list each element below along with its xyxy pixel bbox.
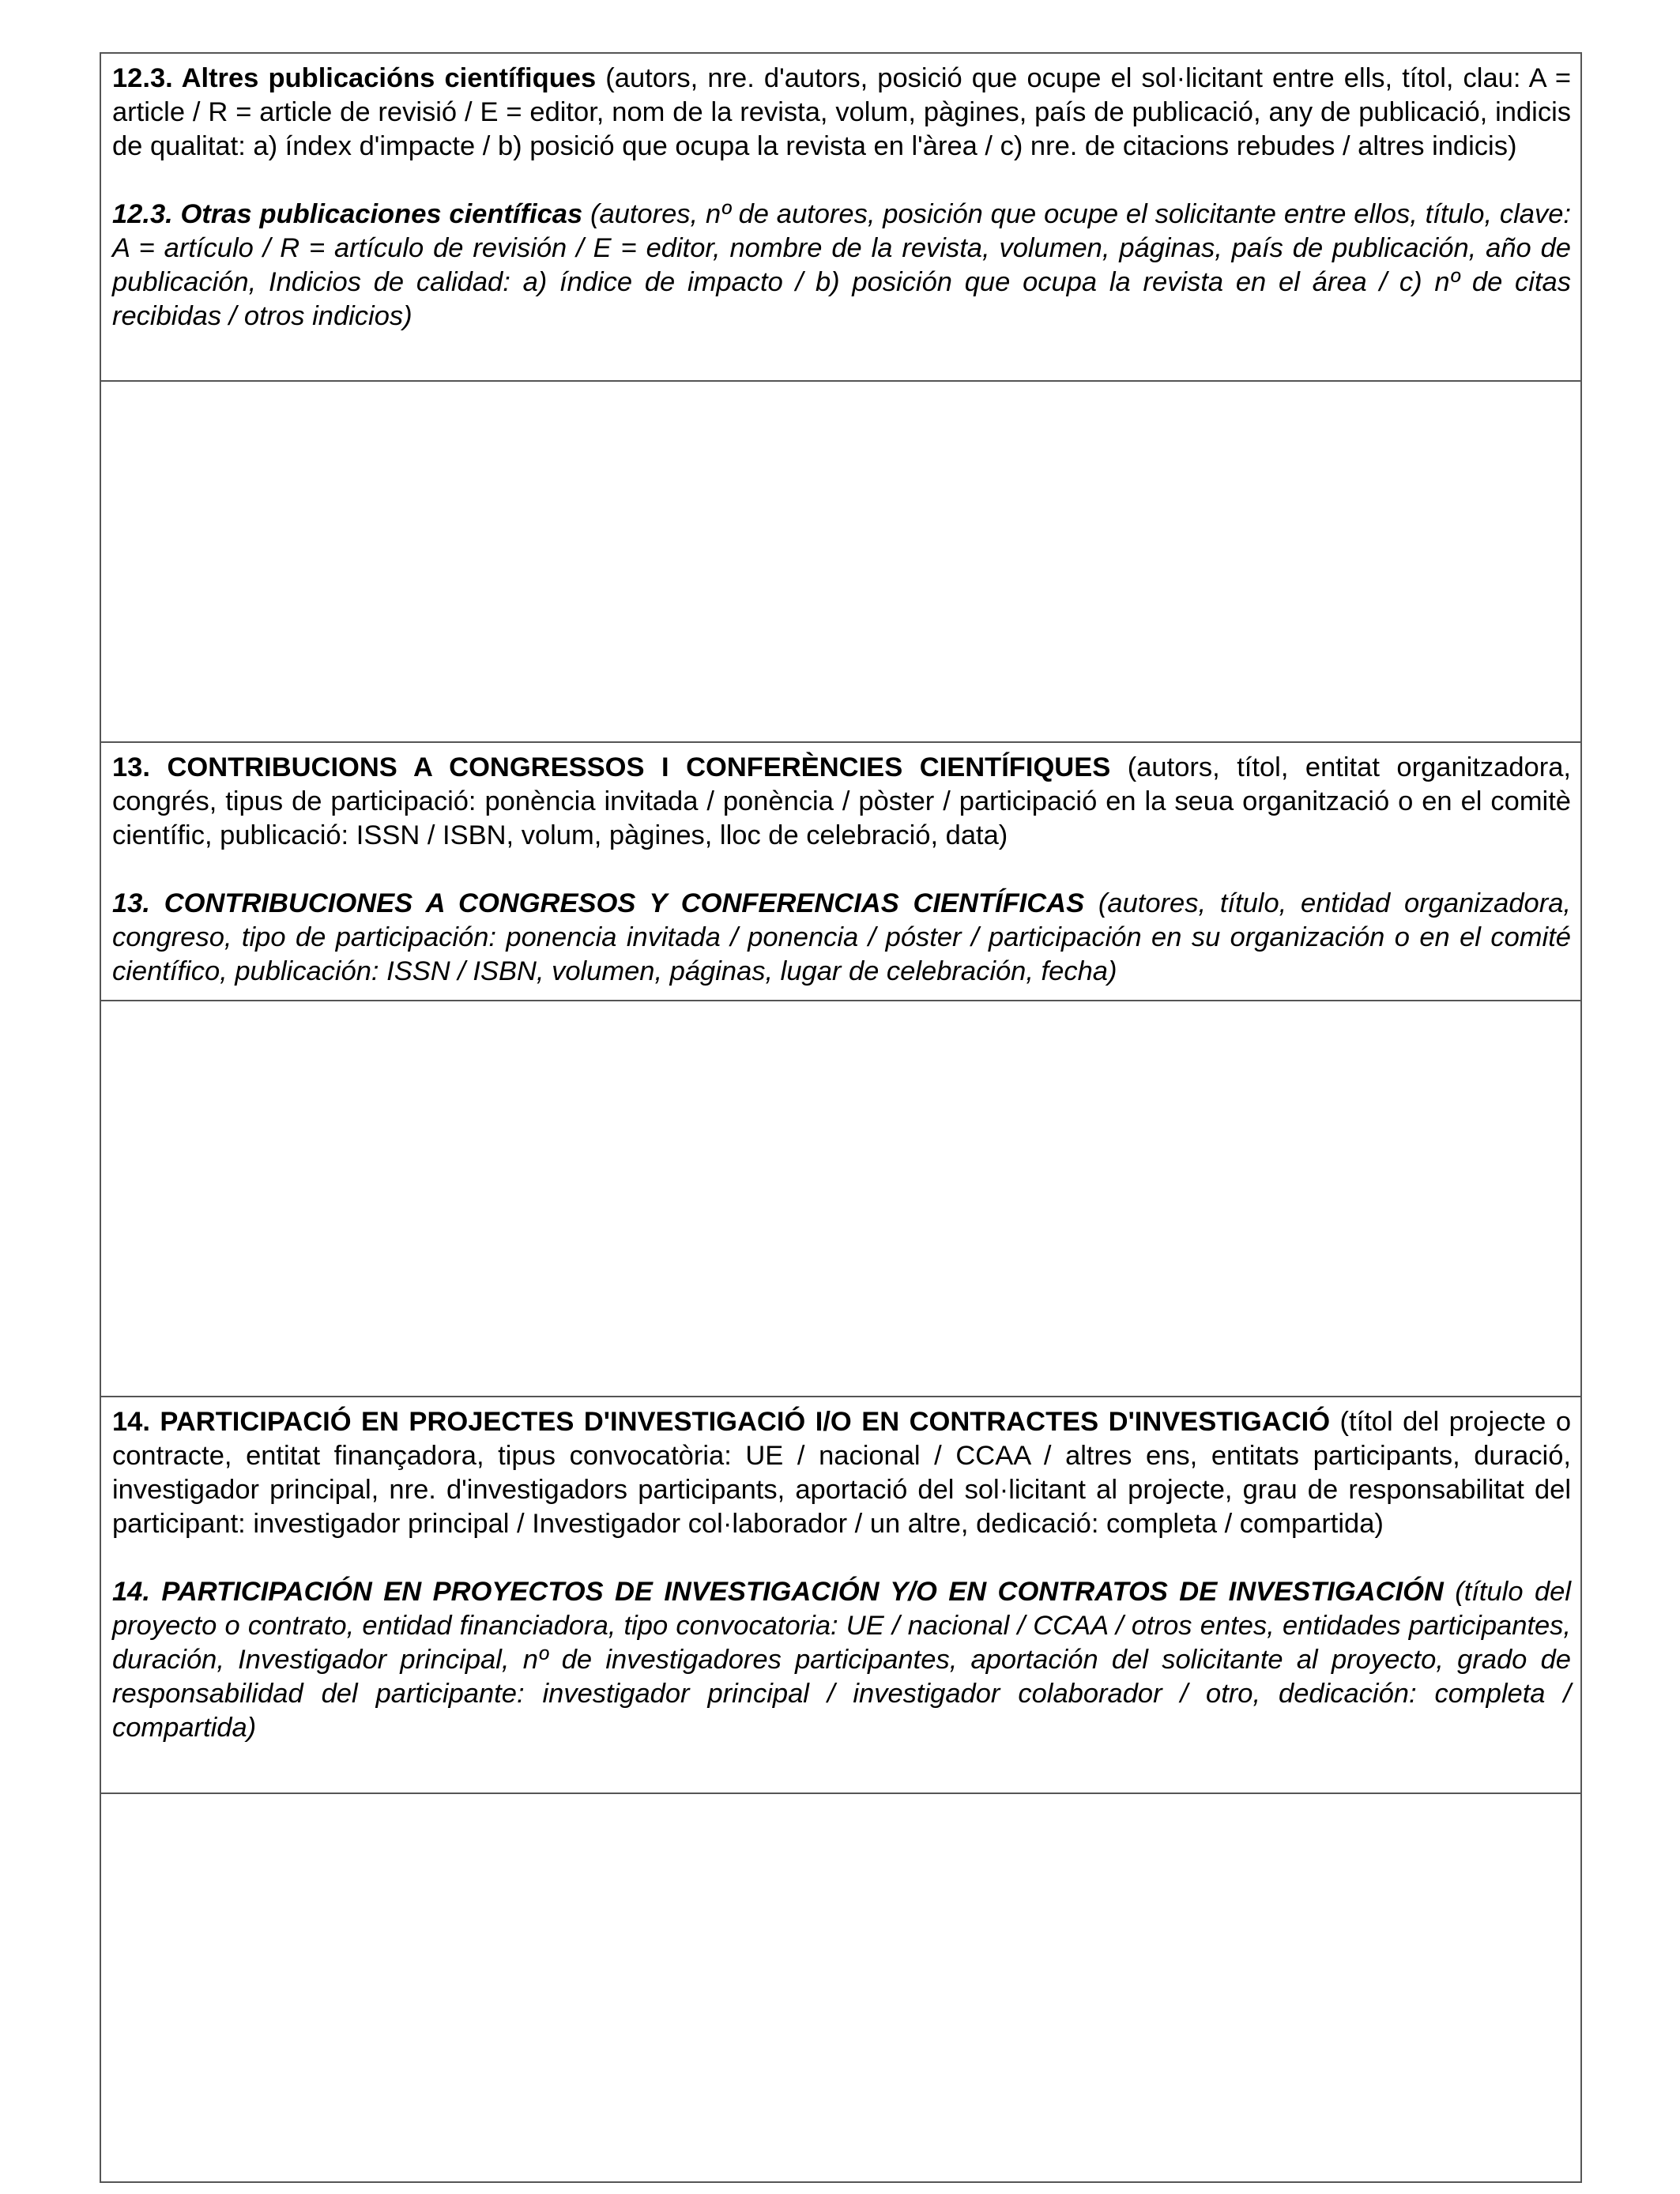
section-12-3-ca-text bbox=[112, 62, 1571, 164]
section-12-3-ca-title: 12.3. Altres publicacións científiques bbox=[112, 63, 597, 93]
section-14-header bbox=[101, 1396, 1580, 1793]
section-14-ca-desc: (títol del projecte o contracte, entitat finançadora, tipus convocatòria: UE / nacional / CCAA / altres ens, entitats participants, duració, investigador principal, nre. d'investigadors participants, aportació del sol·licitant al projecte, grau de responsabilitat del participant: investigador principal / Investigador col·laborador / un altre, dedicació: completa / compartida) bbox=[112, 1407, 1572, 1539]
section-12-3-ca-desc: (autors, nre. d'autors, posició que ocupe el sol·licitant entre ells, títol, clau: A = article / R = article de revisió / E = editor, nom de la revista, volum, pàgines, país de publicació, any de publicació, indicis de qualitat: a) índex d'impacte / b) posició que ocupa la revista en l'àrea / c) nre. de citacions rebudes / altres indicis) bbox=[112, 63, 1572, 161]
section-13-answer-field[interactable] bbox=[101, 1001, 1580, 1396]
section-13-es-title: 13. CONTRIBUCIONES A CONGRESOS Y CONFERENCIAS CIENTÍFICAS bbox=[112, 888, 1085, 918]
section-13-ca-desc: (autors, títol, entitat organitzadora, congrés, tipus de participació: ponència invitada / ponència / pòster / participació en la seua organització o en el comitè científic, publicació: ISSN / ISBN, volum, pàgines, lloc de celebració, data) bbox=[112, 752, 1571, 850]
section-13-es-text bbox=[112, 887, 1571, 989]
section-13-answer-cell[interactable] bbox=[101, 1000, 1580, 1396]
section-12-3-es-text bbox=[112, 198, 1571, 334]
section-14-ca-text bbox=[112, 1405, 1571, 1541]
section-13-ca-title: 13. CONTRIBUCIONS A CONGRESSOS I CONFERÈNCIES CIENTÍFIQUES bbox=[112, 752, 1111, 782]
cv-form-table bbox=[100, 52, 1582, 2183]
section-14-answer-field[interactable] bbox=[101, 1794, 1580, 2181]
section-12-3-header bbox=[101, 54, 1580, 380]
section-12-3-es-desc: (autores, nº de autores, posición que ocupe el solicitante entre ellos, título, clave: A = artículo / R = artículo de revisión / E = editor, nombre de la revista, volumen, páginas, país de publicación, año de publicación, Indicios de calidad: a) índice de impacto / b) posición que ocupa la revista en el área / c) nº de citas recibidas / otros indicios) bbox=[112, 199, 1571, 331]
section-12-3-answer-field[interactable] bbox=[101, 382, 1580, 741]
section-14-es-text bbox=[112, 1575, 1571, 1745]
section-13-ca-text bbox=[112, 751, 1571, 853]
section-13-header bbox=[101, 741, 1580, 1000]
section-13-es-desc: (autores, título, entidad organizadora, congreso, tipo de participación: ponencia invitada / ponencia / póster / participación en su organización o en el comité científico, publicación: ISSN / ISBN, volumen, páginas, lugar de celebración, fecha) bbox=[112, 888, 1571, 986]
section-14-answer-cell[interactable] bbox=[101, 1793, 1580, 2181]
section-12-3-es-title: 12.3. Otras publicaciones científicas bbox=[112, 199, 583, 229]
section-14-es-title: 14. PARTICIPACIÓN EN PROYECTOS DE INVESTIGACIÓN Y/O EN CONTRATOS DE INVESTIGACIÓN bbox=[112, 1577, 1444, 1607]
section-12-3-answer-cell[interactable] bbox=[101, 380, 1580, 741]
section-14-ca-title: 14. PARTICIPACIÓ EN PROJECTES D'INVESTIGACIÓ I/O EN CONTRACTES D'INVESTIGACIÓ bbox=[112, 1407, 1331, 1437]
section-14-es-desc: (título del proyecto o contrato, entidad financiadora, tipo convocatoria: UE / nacional / CCAA / otros entes, entidades participantes, duración, Investigador principal, nº de investigadores participantes, aportación del solicitante al proyecto, grado de responsabilidad del participante: investigador principal / investigador colaborador / otro, dedicación: completa / compartida) bbox=[112, 1577, 1571, 1743]
